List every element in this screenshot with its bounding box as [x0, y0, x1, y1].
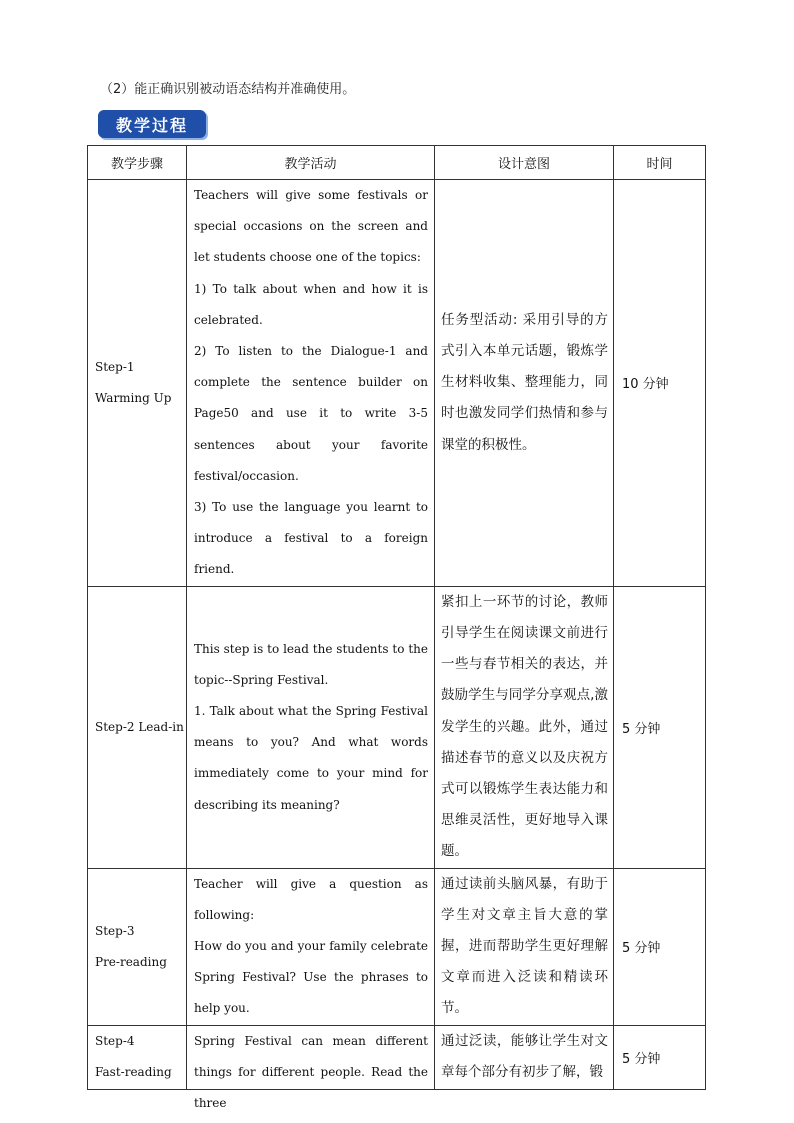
section-badge-teaching-process: 教学过程: [98, 110, 206, 138]
header-step: 教学步骤: [88, 146, 187, 180]
header-intent: 设计意图: [435, 146, 614, 180]
step-label: Step-3: [95, 923, 135, 938]
activity-paragraph: Teachers will give some festivals or special occasions on the screen and let students choose one of the topics:: [194, 188, 428, 265]
activity-paragraph: 1. Talk about what the Spring Festival means to you? And what words immediately come to your mind for describing its meaning?: [194, 703, 428, 812]
step-label: Step-4: [95, 1034, 135, 1049]
activity-cell: [187, 180, 435, 587]
table-row: [88, 868, 706, 1025]
teaching-process-table: [87, 145, 706, 1111]
table-row: [88, 586, 706, 868]
step-title: Pre-reading: [95, 954, 167, 969]
activity-cell: [187, 868, 435, 1025]
activity-cell: [187, 1025, 435, 1111]
intent-cell: [435, 1025, 614, 1089]
table-header-row: [88, 146, 706, 180]
table-row: [88, 180, 706, 587]
step-label: Step-2 Lead-in: [95, 719, 184, 734]
table-row: [88, 1025, 706, 1089]
time-cell: 5 分钟: [614, 868, 706, 1025]
time-cell: 5 分钟: [614, 586, 706, 868]
intent-cell: 紧扣上一环节的讨论，教师引导学生在阅读课文前进行一些与春节相关的表达，并鼓励学生与同学分享观点,激发学生的兴趣。此外，通过描述春节的意义以及庆祝方式可以锻炼学生表达能力和思维灵活性，更好地导入课题。: [435, 586, 614, 868]
step-label: Step-1: [95, 359, 135, 374]
activity-clip: [194, 1026, 428, 1111]
activity-paragraph: Spring Festival can mean different things for different people. Read the three: [194, 1033, 428, 1111]
time-cell: 5 分钟: [614, 1025, 706, 1089]
activity-cell: [187, 586, 435, 868]
step-cell: [88, 1025, 187, 1089]
step-cell: [88, 868, 187, 1025]
activity-paragraph: 1) To talk about when and how it is celebrated.: [194, 281, 428, 327]
header-time: 时间: [614, 146, 706, 180]
activity-paragraph: 3) To use the language you learnt to introduce a festival to a foreign friend.: [194, 500, 428, 577]
header-activity: 教学活动: [187, 146, 435, 180]
intent-cell: 通过读前头脑风暴，有助于学生对文章主旨大意的掌握，进而帮助学生更好理解文章而进入泛读和精读环节。: [435, 868, 614, 1025]
activity-paragraph: 2) To listen to the Dialogue-1 and complete the sentence builder on Page50 and use it to write 3-5 sentences about your favorite festival/occasion.: [194, 344, 428, 483]
step-cell: [88, 180, 187, 587]
step-title: Fast-reading: [95, 1065, 172, 1080]
activity-paragraph: How do you and your family celebrate Spring Festival? Use the phrases to help you.: [194, 939, 428, 1016]
activity-paragraph: Teacher will give a question as following:: [194, 876, 428, 922]
intro-objective-line: （2）能正确识别被动语态结构并准确使用。: [100, 82, 356, 97]
activity-paragraph: This step is to lead the students to the topic--Spring Festival.: [194, 641, 428, 687]
intent-clip: 通过泛读，能够让学生对文章每个部分有初步了解，锻: [441, 1032, 608, 1080]
intent-cell: 任务型活动: 采用引导的方式引入本单元话题，锻炼学生材料收集、整理能力，同时也激发同学们热情和参与课堂的积极性。: [435, 180, 614, 587]
time-cell: 10 分钟: [614, 180, 706, 587]
step-title: Warming Up: [95, 390, 172, 405]
step-cell: [88, 586, 187, 868]
